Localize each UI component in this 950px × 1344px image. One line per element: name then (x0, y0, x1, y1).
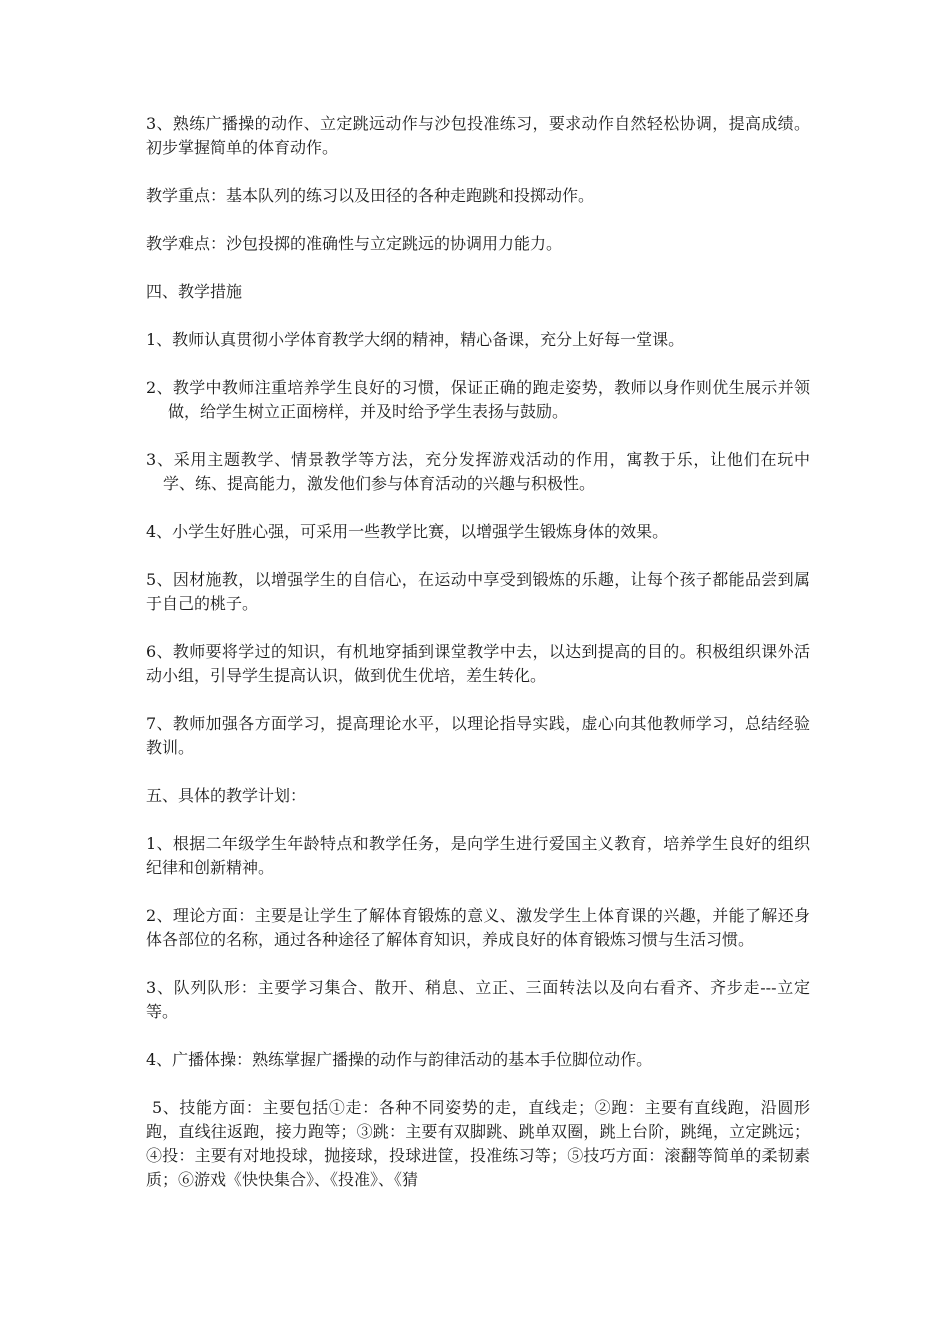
section-heading-measures: 四、教学措施 (146, 282, 243, 301)
paragraph-key-points: 教学重点：基本队列的练习以及田径的各种走跑跳和投掷动作。 (146, 186, 595, 205)
paragraph-measure-1: 1、教师认真贯彻小学体育教学大纲的精神，精心备课，充分上好每一堂课。 (146, 330, 685, 349)
paragraph-plan-2: 2、理论方面：主要是让学生了解体育锻炼的意义、激发学生上体育课的兴趣，并能了解还身体各部位的名称，通过各种途径了解体育知识，养成良好的体育锻炼习惯与生活习惯。 (146, 906, 810, 949)
document-body (146, 112, 810, 1216)
paragraph-measure-2: 2、教学中教师注重培养学生良好的习惯，保证正确的跑走姿势，教师以身作则优生展示并领做，给学生树立正面榜样，并及时给予学生表扬与鼓励。 (146, 378, 810, 421)
paragraph-measure-5: 5、因材施教，以增强学生的自信心，在运动中享受到锻炼的乐趣，让每个孩子都能品尝到属于自己的桃子。 (146, 570, 810, 613)
paragraph-difficulties: 教学难点：沙包投掷的准确性与立定跳远的协调用力能力。 (146, 234, 563, 253)
section-heading-plan: 五、具体的教学计划： (146, 786, 307, 805)
paragraph-measure-4: 4、小学生好胜心强，可采用一些教学比赛，以增强学生锻炼身体的效果。 (146, 522, 669, 541)
paragraph-measure-3: 3、采用主题教学、情景教学等方法，充分发挥游戏活动的作用，寓教于乐，让他们在玩中学、练、提高能力，激发他们参与体育活动的兴趣与积极性。 (146, 450, 810, 493)
paragraph-measure-6: 6、教师要将学过的知识，有机地穿插到课堂教学中去，以达到提高的目的。积极组织课外活动小组，引导学生提高认识，做到优生优培，差生转化。 (146, 642, 810, 685)
paragraph-measure-7: 7、教师加强各方面学习，提高理论水平，以理论指导实践，虚心向其他教师学习，总结经验教训。 (146, 714, 810, 757)
paragraph-plan-5: 5、技能方面：主要包括①走：各种不同姿势的走，直线走；②跑：主要有直线跑，沿圆形跑，直线往返跑，接力跑等；③跳：主要有双脚跳、跳单双圈，跳上台阶，跳绳，立定跳远；④投：主要有对地投球，抛接球，投球进筐，投准练习等；⑤技巧方面：滚翻等简单的柔韧素质；⑥游戏《快快集合》、《投准》、《猜 (146, 1098, 810, 1189)
paragraph-plan-3: 3、队列队形：主要学习集合、散开、稍息、立正、三面转法以及向右看齐、齐步走---立定等。 (146, 978, 810, 1021)
paragraph-goal-3: 3、熟练广播操的动作、立定跳远动作与沙包投准练习，要求动作自然轻松协调，提高成绩。初步掌握简单的体育动作。 (146, 114, 810, 157)
paragraph-plan-1: 1、根据二年级学生年龄特点和教学任务，是向学生进行爱国主义教育，培养学生良好的组织纪律和创新精神。 (146, 834, 810, 877)
paragraph-plan-4: 4、广播体操：熟练掌握广播操的动作与韵律活动的基本手位脚位动作。 (146, 1050, 653, 1069)
